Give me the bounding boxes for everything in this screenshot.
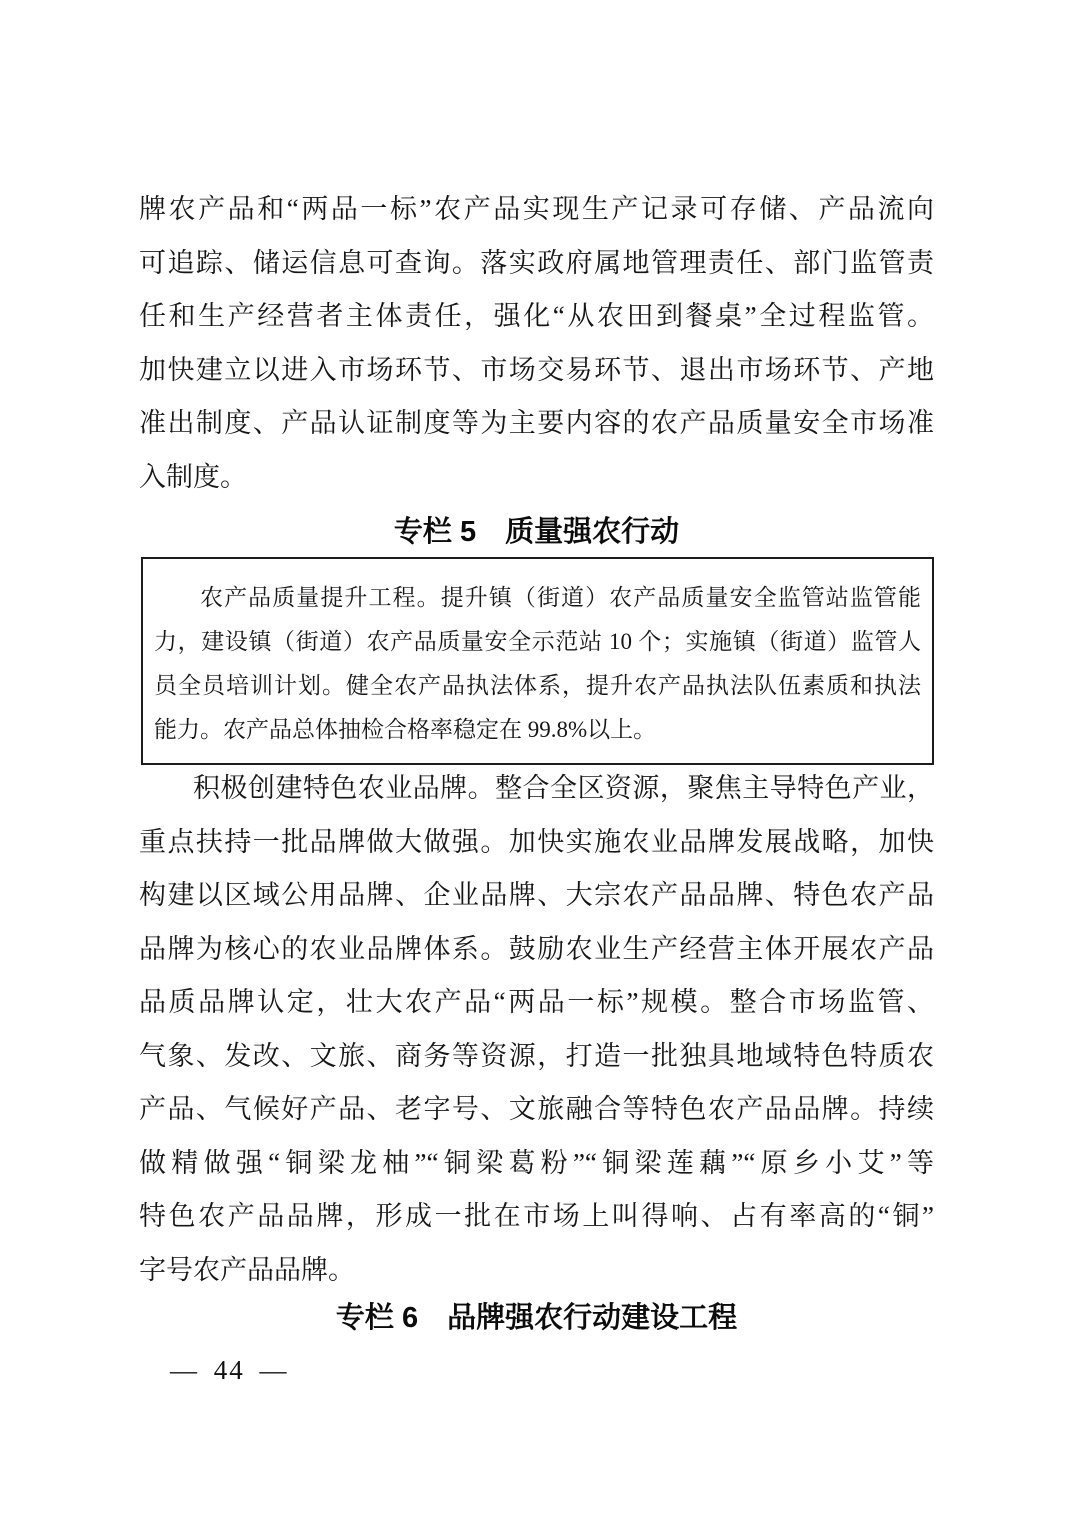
column5-box — [141, 557, 934, 765]
page-number: — 44 — — [170, 1355, 289, 1385]
paragraph-line: 准出制度、产品认证制度等为主要内容的农产品质量安全市场准 — [139, 408, 934, 438]
paragraph-line: 产品、气候好产品、老字号、文旅融合等特色农产品品牌。持续 — [139, 1094, 934, 1124]
paragraph-line: 品牌为核心的农业品牌体系。鼓励农业生产经营主体开展农产品 — [139, 933, 934, 964]
paragraph-line: 积极创建特色农业品牌。整合全区资源，聚焦主导特色产业， — [193, 773, 934, 803]
paragraph-line: 特色农产品品牌，形成一批在市场上叫得响、占有率高的“铜” — [139, 1201, 934, 1231]
paragraph-line: 重点扶持一批品牌做大做强。加快实施农业品牌发展战略，加快 — [139, 826, 934, 857]
column5-heading: 专栏 5 质量强农行动 — [393, 516, 680, 548]
paragraph-line: 气象、发改、文旅、商务等资源，打造一批独具地域特色特质农 — [139, 1040, 934, 1071]
paragraph-line: 入制度。 — [139, 461, 247, 492]
paragraph-line: 品质品牌认定，壮大农产品“两品一标”规模。整合市场监管、 — [139, 987, 934, 1017]
paragraph-brand-building — [139, 762, 934, 1297]
paragraph-line: 构建以区域公用品牌、企业品牌、大宗农产品品牌、特色农产品 — [139, 880, 934, 910]
paragraph-line: 加快建立以进入市场环节、市场交易环节、退出市场环节、产地 — [139, 354, 934, 385]
paragraph-line: 可追踪、储运信息可查询。落实政府属地管理责任、部门监管责 — [139, 247, 934, 278]
box-line: 能力。农产品总体抽检合格率稳定在 99.8%以上。 — [154, 717, 657, 742]
paragraph-line: 任和生产经营者主体责任，强化“从农田到餐桌”全过程监管。 — [139, 301, 934, 331]
paragraph-line: 牌农产品和“两品一标”农产品实现生产记录可存储、产品流向 — [139, 194, 934, 224]
paragraph-line: 做精做强“铜梁龙柚”“铜梁葛粉”“铜梁莲藕”“原乡小艾”等 — [139, 1147, 934, 1178]
box-line: 员全员培训计划。健全农产品执法体系，提升农产品执法队伍素质和执法 — [154, 673, 921, 698]
box-line: 力，建设镇（街道）农产品质量安全示范站 10 个；实施镇（街道）监管人 — [154, 629, 921, 654]
paragraph-line: 字号农产品品牌。 — [139, 1254, 355, 1285]
column6-heading: 专栏 6 品牌强农行动建设工程 — [335, 1302, 738, 1334]
paragraph-quality-supervision — [139, 183, 934, 504]
box-line: 农产品质量提升工程。提升镇（街道）农产品质量安全监管站监管能 — [200, 585, 921, 610]
